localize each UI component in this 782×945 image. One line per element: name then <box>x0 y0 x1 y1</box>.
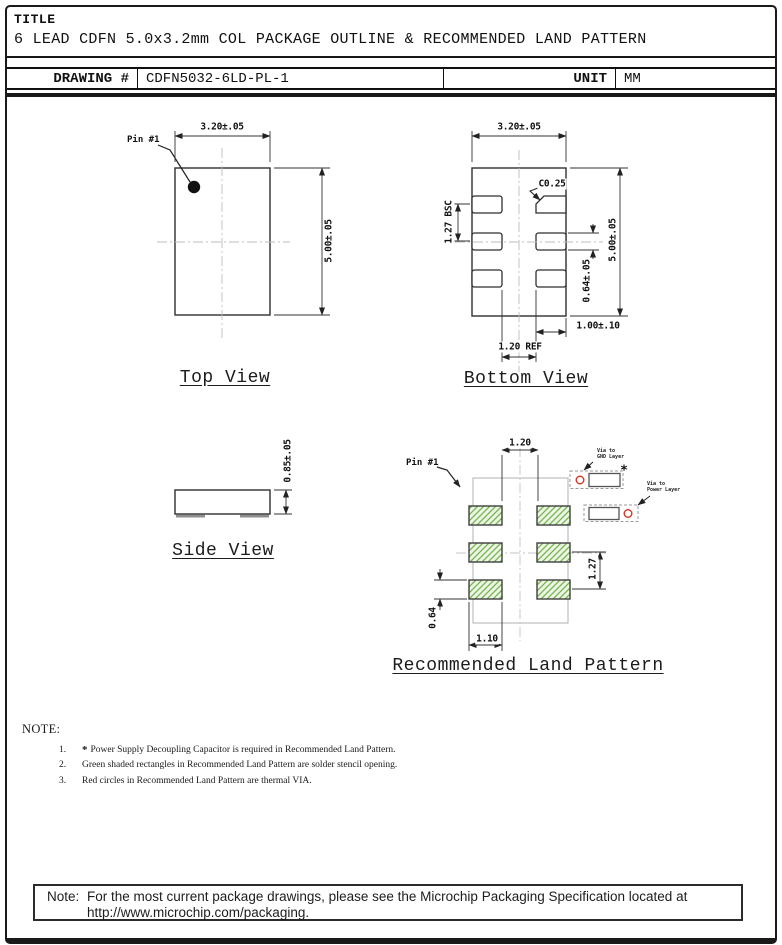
note-1-number: 1. <box>59 745 67 755</box>
bottom-view-pitch-dim-label: 1.27 BSC <box>443 200 455 244</box>
note-1-asterisk: * <box>82 744 88 756</box>
land-gap-dim-label: 1.20 <box>509 437 531 449</box>
top-view-drawing <box>157 131 330 338</box>
pad-length-dim-label: 1.00±.10 <box>576 320 620 332</box>
power-via-label-line2: Power Layer <box>647 487 681 493</box>
side-view-thickness-dim-label: 0.85±.05 <box>282 439 294 483</box>
note-3-number: 3. <box>59 776 67 786</box>
footer-note-line2: http://www.microchip.com/packaging. <box>87 904 310 920</box>
solder-stencil-pads <box>469 506 570 599</box>
notes-section <box>22 722 398 786</box>
gnd-via-label <box>597 448 624 460</box>
side-view-drawing <box>175 490 292 516</box>
chamfer-dim-label: C0.25 <box>538 178 566 190</box>
footer-note-line1: For the most current package drawings, please see the Microchip Packaging Specification located at <box>87 889 688 904</box>
top-view-height-dim-label: 5.00±.05 <box>323 219 335 263</box>
pin1-marker-dot <box>188 181 200 193</box>
power-via-label-line1: Via to <box>647 481 666 487</box>
pad-gap-dim-label: 1.20 REF <box>498 341 542 353</box>
package-title: 6 LEAD CDFN 5.0x3.2mm COL PACKAGE OUTLINE & RECOMMENDED LAND PATTERN <box>14 31 647 48</box>
top-view-pin1-label: Pin #1 <box>127 135 160 145</box>
side-view-title: Side View <box>172 541 274 561</box>
land-pin1-leader-line <box>437 467 460 487</box>
drawing-number-value: CDFN5032-6LD-PL-1 <box>137 69 443 88</box>
bottom-view-width-dim-label: 3.20±.05 <box>497 121 541 133</box>
gnd-via-leader-line <box>584 462 593 470</box>
notes-heading: NOTE: <box>22 722 61 736</box>
bottom-view-height-dim-label: 5.00±.05 <box>607 218 619 262</box>
top-view-title: Top View <box>179 368 271 388</box>
note-item-3 <box>59 776 312 786</box>
power-via-label <box>647 481 680 493</box>
drawing-number-label: DRAWING # <box>53 70 129 87</box>
gnd-via-label-line2: GND Layer <box>597 454 625 460</box>
gnd-capacitor-pad <box>589 474 620 487</box>
title-label: TITLE <box>14 12 56 27</box>
power-via-leader-line <box>638 496 650 505</box>
power-capacitor-pad <box>589 508 619 520</box>
note-3-text: Red circles in Recommended Land Pattern are thermal VIA. <box>82 776 312 786</box>
land-pitch-dim-label: 1.27 <box>587 558 599 580</box>
note-2-number: 2. <box>59 760 67 770</box>
footer-note-label: Note: <box>47 889 80 904</box>
land-pattern-drawing <box>434 447 650 651</box>
land-pin1-label: Pin #1 <box>406 458 439 468</box>
bottom-view-drawing <box>450 131 628 372</box>
note-item-2 <box>59 760 397 770</box>
land-pattern-title: Recommended Land Pattern <box>392 656 664 676</box>
footer-note-box <box>33 884 743 921</box>
land-pad-width-dim-label: 1.10 <box>476 633 498 645</box>
top-view-width-dim-label: 3.20±.05 <box>200 121 244 133</box>
note-2-text: Green shaded rectangles in Recommended Land Pattern are solder stencil opening. <box>82 760 398 770</box>
gnd-thermal-via-circle <box>576 476 584 484</box>
bottom-view-title: Bottom View <box>463 369 589 389</box>
note-1-text: Power Supply Decoupling Capacitor is required in Recommended Land Pattern. <box>90 745 396 755</box>
decoupling-capacitor-asterisk: * <box>620 463 628 479</box>
unit-label: UNIT <box>443 69 615 88</box>
land-pad-height-dim-label: 0.64 <box>427 607 439 629</box>
power-thermal-via-circle <box>624 510 632 518</box>
footer-note-text <box>87 886 687 919</box>
gnd-via-label-line1: Via to <box>597 448 616 454</box>
note-item-1 <box>59 744 395 756</box>
unit-value: MM <box>615 69 775 88</box>
pad-height-dim-label: 0.64±.05 <box>581 259 593 303</box>
side-view-package-outline <box>175 490 270 514</box>
